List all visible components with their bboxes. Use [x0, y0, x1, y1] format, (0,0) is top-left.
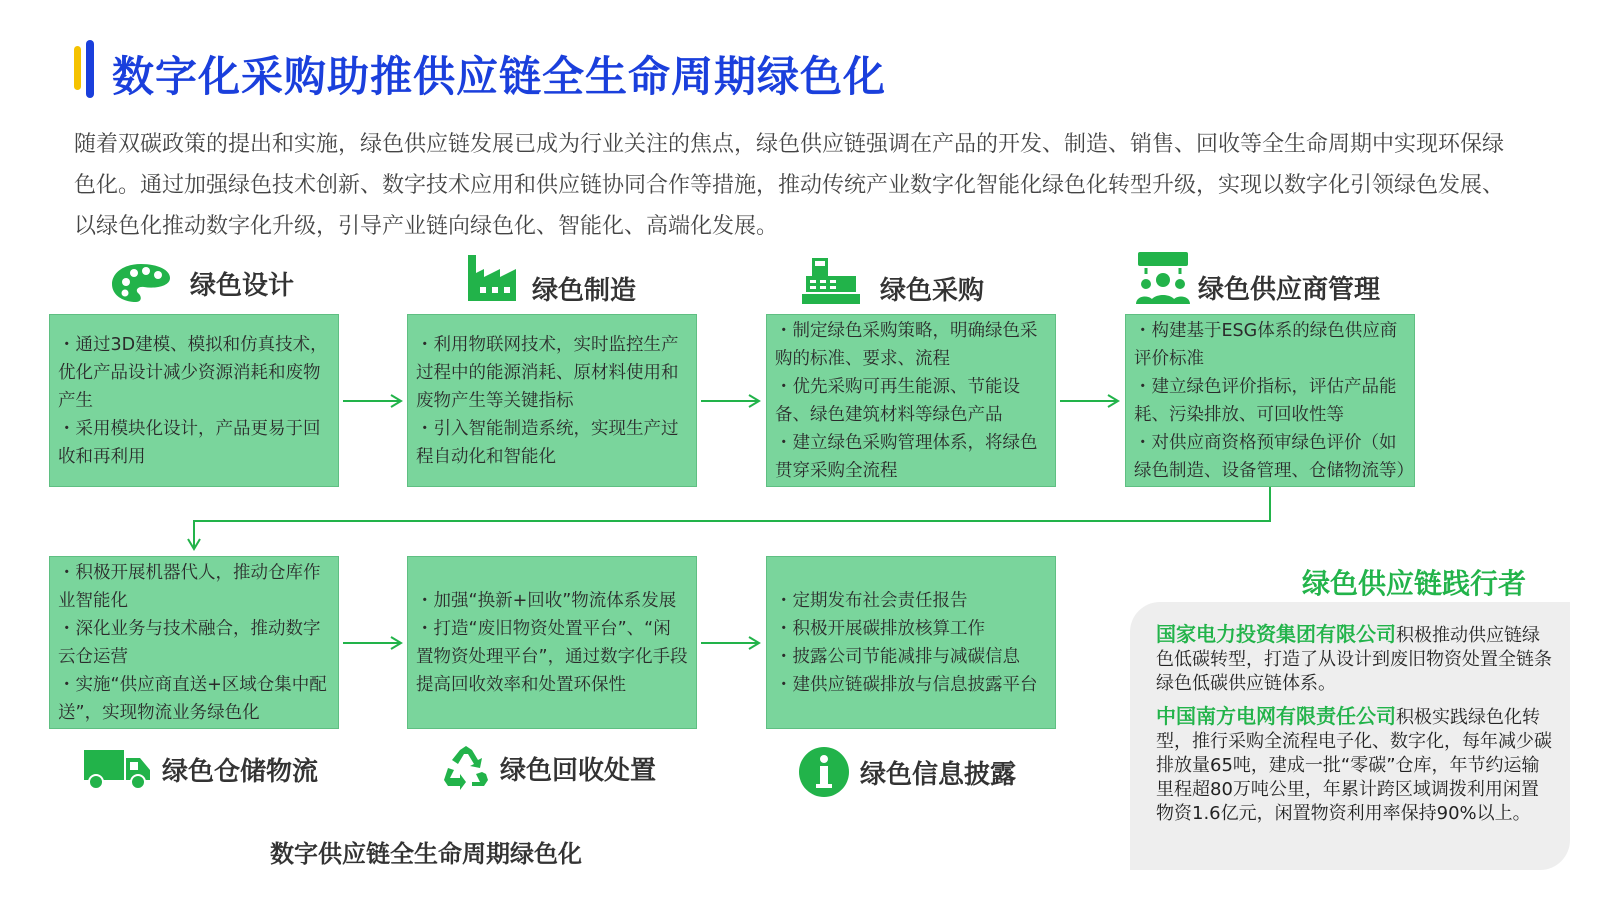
stage-header-supplier [1136, 250, 1380, 306]
practitioner-item [1156, 704, 1556, 826]
stage-label: 绿色回收处置 [500, 755, 657, 786]
stage-point: ・优先采购可再生能源、节能设备、绿色建筑材料等绿色产品 [775, 376, 1020, 425]
stage-point: ・积极开展机器代人，推动仓库作业智能化 [58, 562, 321, 611]
stage-point: ・建立绿色评价指标，评估产品能耗、污染排放、可回收性等 [1134, 376, 1397, 425]
stage-point: ・披露公司节能减排与减碳信息 [775, 646, 1020, 667]
stage-point: ・利用物联网技术，实时监控生产过程中的能源消耗、原材料使用和废物产生等关键指标 [416, 334, 679, 411]
palette-icon [110, 262, 172, 304]
stage-box-disclosure [766, 556, 1056, 729]
stage-label: 绿色信息披露 [860, 759, 1017, 790]
flow-arrow [699, 634, 763, 652]
stage-label: 绿色制造 [532, 276, 637, 306]
practitioners-card [1130, 602, 1570, 870]
stage-box-design [49, 314, 339, 487]
stage-point: ・打造“废旧物资处置平台”、“闲置物资处理平台”，通过数字化手段提高回收效率和处置环保性 [416, 618, 688, 695]
practitioners-title: 绿色供应链践行者 [1302, 567, 1527, 600]
stage-point: ・构建基于ESG体系的绿色供应商评价标准 [1134, 320, 1398, 369]
stage-point: ・加强“换新+回收”物流体系发展 [416, 590, 677, 611]
practitioner-item [1156, 622, 1556, 696]
supplier-group-icon [1136, 250, 1190, 306]
title-accent-yellow [74, 46, 81, 90]
stage-box-supplier [1125, 314, 1415, 487]
stage-point: ・制定绿色采购策略，明确绿色采购的标准、要求、流程 [775, 320, 1038, 369]
factory-icon [466, 253, 518, 303]
info-icon [798, 746, 850, 798]
company-name: 国家电力投资集团有限公司 [1156, 622, 1396, 646]
flow-arrow [341, 392, 405, 410]
diagram-caption: 数字供应链全生命周期绿色化 [270, 840, 582, 868]
stage-point: ・积极开展碳排放核算工作 [775, 618, 985, 639]
flow-arrow [699, 392, 763, 410]
flow-arrow [341, 634, 405, 652]
recycle-icon [442, 744, 490, 792]
stage-header-design [110, 262, 294, 304]
stage-header-recycling [442, 744, 656, 792]
page-title: 数字化采购助推供应链全生命周期绿色化 [112, 52, 887, 101]
stage-label: 绿色设计 [190, 270, 295, 301]
stage-point: ・对供应商资格预审绿色评价（如绿色制造、设备管理、仓储物流等） [1134, 432, 1414, 481]
stage-point: ・通过3D建模、模拟和仿真技术，优化产品设计减少资源消耗和废物产生 [58, 334, 328, 411]
stage-point: ・建立绿色采购管理体系，将绿色贯穿采购全流程 [775, 432, 1038, 481]
stage-header-logistics [84, 748, 318, 790]
title-accent-blue [86, 40, 94, 98]
stage-point: ・实施“供应商直送+区域仓集中配送”，实现物流业务绿色化 [58, 674, 327, 723]
row-connector-arrow [184, 487, 1284, 553]
stage-label: 绿色采购 [880, 276, 985, 306]
stage-box-manufacturing [407, 314, 697, 487]
stage-point: ・采用模块化设计，产品更易于回收和再利用 [58, 418, 321, 467]
stage-label: 绿色仓储物流 [162, 756, 319, 787]
stage-header-manufacturing [466, 248, 636, 307]
stage-point: ・引入智能制造系统，实现生产过程自动化和智能化 [416, 418, 679, 467]
stage-point: ・建供应链碳排放与信息披露平台 [775, 674, 1038, 695]
stage-box-recycling [407, 556, 697, 729]
stage-header-disclosure [798, 746, 1016, 798]
intro-paragraph: 随着双碳政策的提出和实施，绿色供应链发展已成为行业关注的焦点，绿色供应链强调在产品的开发、制造、销售、回收等全生命周期中实现环保绿色化。通过加强绿色技术创新、数字技术应用和供应链协同合作等措施，推动传统产业数字化智能化绿色化转型升级，实现以数字化引领绿色发展、以绿色化推动数字化升级，引导产业链向绿色化、智能化、高端化发展。 [74, 132, 1505, 239]
cash-register-icon [802, 256, 860, 304]
company-description: 积极推动供应链绿色低碳转型，打造了从设计到废旧物资处置全链条绿色低碳供应链体系。 [1156, 625, 1552, 694]
flow-arrow [1058, 392, 1122, 410]
stage-header-procurement [802, 252, 984, 307]
company-description: 积极实践绿色化转型，推行采购全流程电子化、数字化，每年减少碳排放量65吨，建成一批“零碳”仓库，年节约运输里程超80万吨公里，年累计跨区域调拨利用闲置物资1.6亿元，闲置物资利用率保持90%以上。 [1156, 707, 1552, 824]
company-name: 中国南方电网有限责任公司 [1156, 704, 1396, 728]
stage-label: 绿色供应商管理 [1198, 274, 1381, 305]
stage-point: ・定期发布社会责任报告 [775, 590, 968, 611]
stage-box-procurement [766, 314, 1056, 487]
stage-box-logistics [49, 556, 339, 729]
stage-point: ・深化业务与技术融合，推动数字云仓运营 [58, 618, 321, 667]
truck-icon [84, 748, 150, 790]
